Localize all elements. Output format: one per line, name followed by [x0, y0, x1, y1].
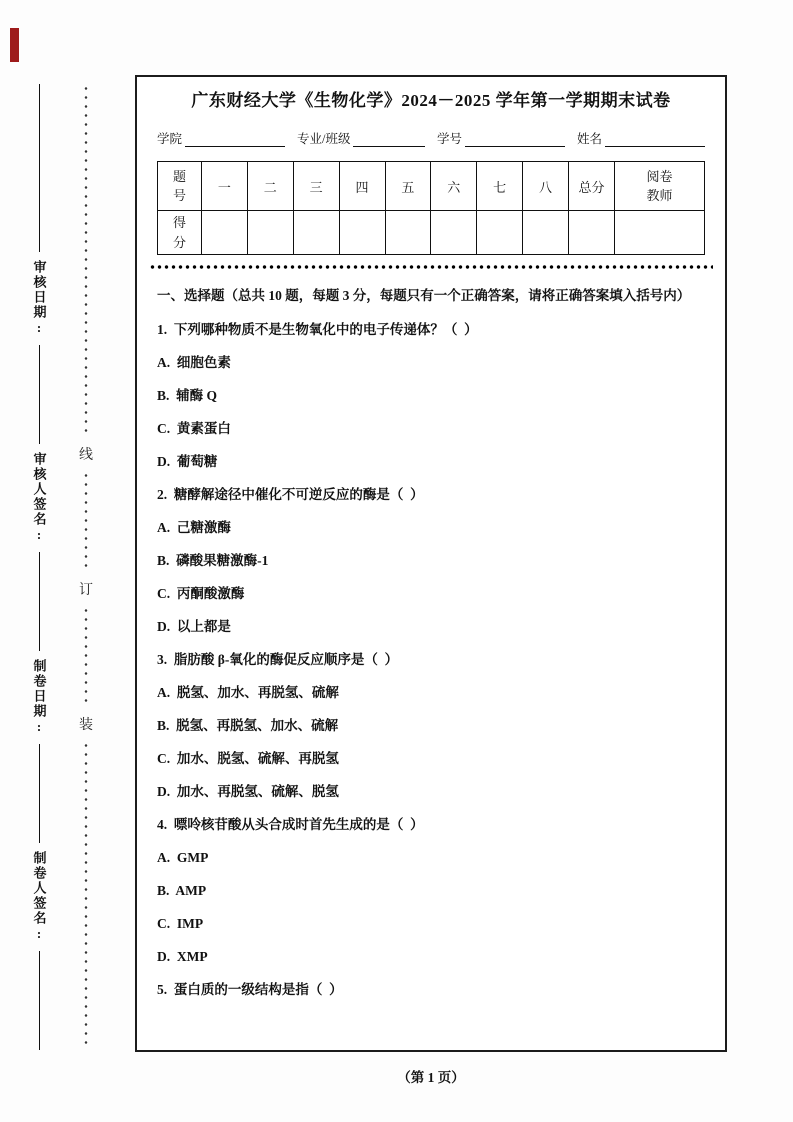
- score-cell: [385, 211, 431, 255]
- red-registration-mark: [10, 28, 19, 62]
- signature-blank-line: [39, 744, 40, 843]
- score-column-header-label: 五: [401, 179, 415, 195]
- score-cell: [477, 211, 523, 255]
- score-column-header-label: 八: [539, 179, 553, 195]
- score-cell: [202, 211, 248, 255]
- option-text: D. 葡萄糖: [157, 454, 218, 469]
- option-text: B. 辅酶 Q: [157, 388, 218, 403]
- score-cell: [615, 211, 705, 255]
- score-column-header-label: 二: [263, 179, 277, 195]
- score-column-header: [293, 162, 339, 211]
- question-text: 5. 蛋白质的一级结构是指（ ）: [157, 982, 343, 997]
- question-number-header: [158, 162, 202, 211]
- grader-header-label: 阅卷教师: [646, 168, 673, 203]
- field-blank-line: [605, 131, 705, 147]
- margin-label: 审核人签名:: [31, 452, 47, 545]
- binding-char: 订: [79, 572, 93, 606]
- score-cell: [431, 211, 477, 255]
- score-cell: [339, 211, 385, 255]
- option-text: B. AMP: [157, 883, 207, 898]
- option-text: D. 以上都是: [157, 619, 231, 634]
- question-text: 4. 嘌呤核苷酸从头合成时首先生成的是（ ）: [157, 817, 424, 832]
- option-text: B. 脱氢、再脱氢、加水、硫解: [157, 718, 339, 733]
- score-column-header: [477, 162, 523, 211]
- grader-header: [615, 162, 705, 211]
- option-text: A. 己糖激酶: [157, 520, 231, 535]
- signature-blank-line: [39, 552, 40, 651]
- section-title: 一、选择题（总共 10 题，每题 3 分，每题只有一个正确答案，请将正确答案填入括号内）: [157, 288, 691, 303]
- option-text: D. 加水、再脱氢、硫解、脱氢: [157, 784, 339, 799]
- binding-dotted-line: [79, 84, 93, 1050]
- page-number: （第 1 页）: [397, 1070, 465, 1085]
- exam-title: 广东财经大学《生物化学》2024－2025 学年第一学期期末试卷: [191, 91, 671, 110]
- option-text: C. 黄素蛋白: [157, 421, 231, 436]
- signature-blank-line: [39, 951, 40, 1050]
- questions-list: [157, 320, 705, 1000]
- header-field: [157, 129, 285, 147]
- option-text: D. XMP: [157, 949, 208, 964]
- score-column-header-label: 总分: [578, 179, 605, 195]
- header-field: [577, 129, 705, 147]
- option-text: A. GMP: [157, 850, 209, 865]
- binding-char: 装: [79, 707, 93, 741]
- score-column-header-label: 四: [355, 179, 369, 195]
- margin-label: 审核日期:: [31, 260, 47, 338]
- header-field: [297, 129, 425, 147]
- question-text: 3. 脂肪酸 β-氧化的酶促反应顺序是（ ）: [157, 652, 399, 667]
- signature-blank-line: [39, 84, 40, 252]
- margin-signature-column: [26, 84, 52, 1050]
- score-cell: [569, 211, 615, 255]
- score-cell: [247, 211, 293, 255]
- score-column-header-label: 七: [493, 179, 507, 195]
- field-label: 姓名: [577, 132, 603, 146]
- score-cell: [293, 211, 339, 255]
- option-text: A. 脱氢、加水、再脱氢、硫解: [157, 685, 339, 700]
- score-column-header: [202, 162, 248, 211]
- score-column-header: [385, 162, 431, 211]
- option-text: C. 加水、脱氢、硫解、再脱氢: [157, 751, 339, 766]
- option-text: C. 丙酮酸激酶: [157, 586, 245, 601]
- header-field: [437, 129, 565, 147]
- field-blank-line: [465, 131, 565, 147]
- question-text: 1. 下列哪种物质不是生物氧化中的电子传递体？（ ）: [157, 322, 478, 337]
- field-label: 专业/班级: [297, 132, 351, 146]
- question-number-header-label: 题号: [172, 168, 186, 203]
- student-info-row: [157, 129, 705, 147]
- score-column-header: [247, 162, 293, 211]
- field-label: 学院: [157, 132, 183, 146]
- field-label: 学号: [437, 132, 463, 146]
- dotted-separator: [149, 265, 713, 269]
- score-row-header: [158, 211, 202, 255]
- score-cell: [523, 211, 569, 255]
- score-column-header: [431, 162, 477, 211]
- margin-label: 制卷日期:: [31, 659, 47, 737]
- binding-char: 线: [79, 437, 93, 471]
- score-column-header: [569, 162, 615, 211]
- option-text: C. IMP: [157, 916, 204, 931]
- option-text: B. 磷酸果糖激酶-1: [157, 553, 269, 568]
- field-blank-line: [353, 131, 425, 147]
- field-blank-line: [185, 131, 285, 147]
- option-text: A. 细胞色素: [157, 355, 231, 370]
- score-table: [157, 161, 705, 255]
- signature-blank-line: [39, 345, 40, 444]
- score-column-header: [339, 162, 385, 211]
- score-row-header-label: 得分: [172, 215, 186, 250]
- exam-paper-frame: [135, 75, 727, 1052]
- score-column-header-label: 六: [447, 179, 461, 195]
- score-column-header-label: 一: [217, 179, 231, 195]
- question-text: 2. 糖酵解途径中催化不可逆反应的酶是（ ）: [157, 487, 424, 502]
- score-column-header-label: 三: [309, 179, 323, 195]
- score-column-header: [523, 162, 569, 211]
- margin-label: 制卷人签名:: [31, 851, 47, 944]
